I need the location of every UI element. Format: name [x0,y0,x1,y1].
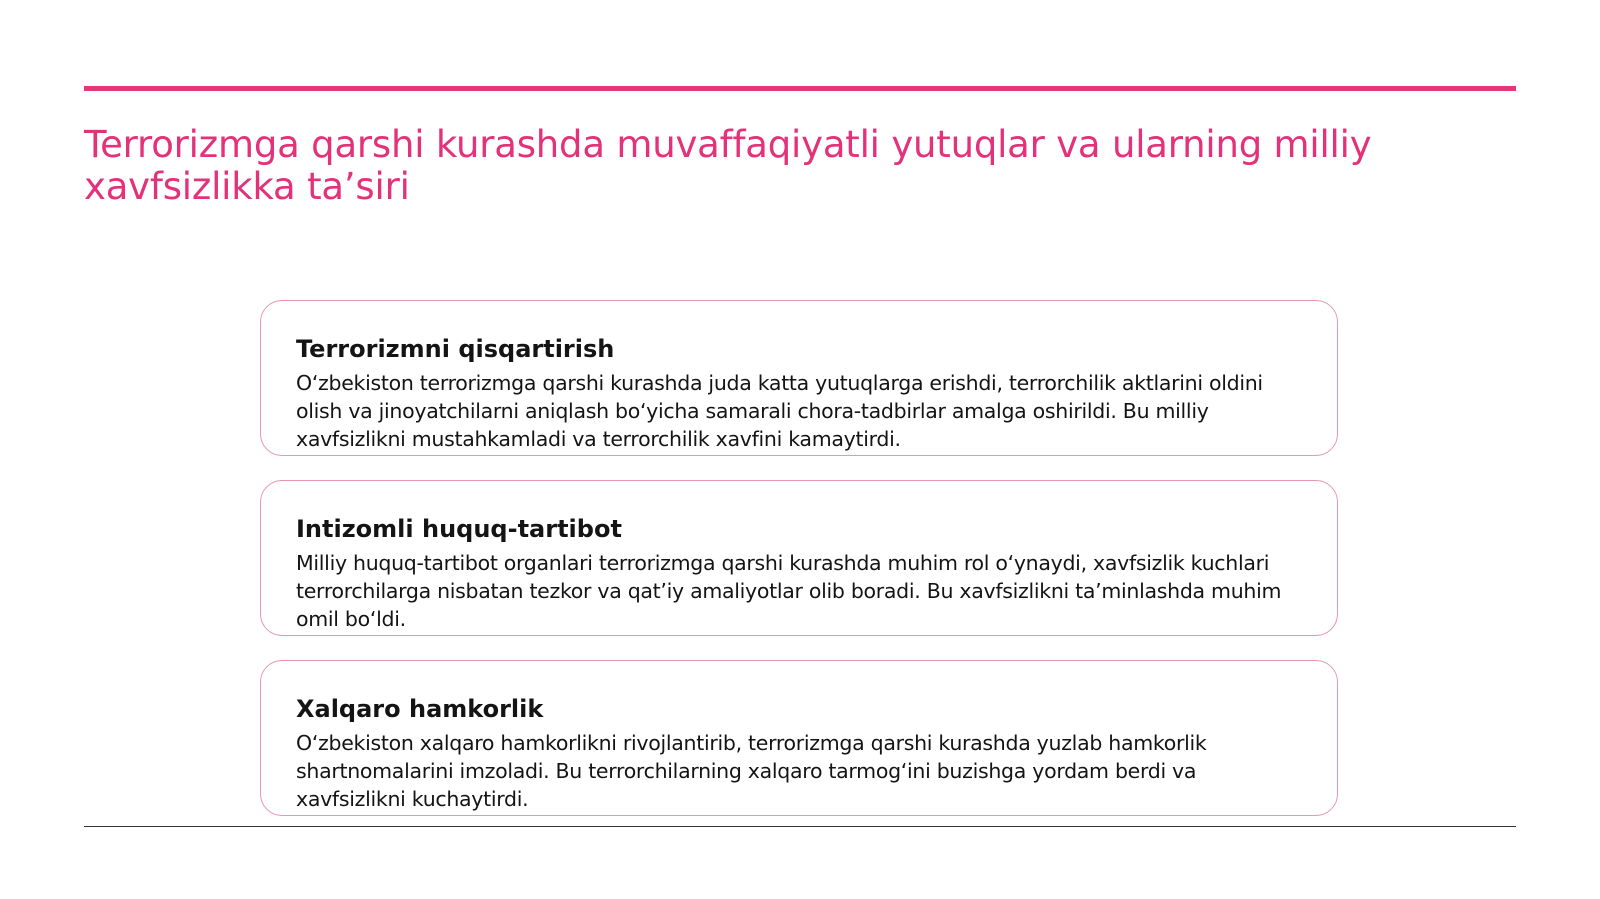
slide-title: Terrorizmga qarshi kurashda muvaffaqiyatli yutuqlar va ularning milliy xavfsizlikka ta’siri [84,123,1372,208]
bottom-rule [84,826,1516,827]
card-terrorism-reduction [260,300,1338,456]
card-heading: Terrorizmni qisqartirish [296,335,615,363]
card-international-cooperation [260,660,1338,816]
card-body: O‘zbekiston xalqaro hamkorlikni rivojlantirib, terrorizmga qarshi kurashda yuzlab hamkorlik shartnomalarini imzoladi. Bu terrorchilarning xalqaro tarmog‘ini buzishga yordam berdi va xavfsizlikni kuchaytirdi. [296,731,1207,811]
top-accent-rule [84,86,1516,91]
card-heading: Xalqaro hamkorlik [296,695,544,723]
card-body: Milliy huquq-tartibot organlari terrorizmga qarshi kurashda muhim rol o‘ynaydi, xavfsizlik kuchlari terrorchilarga nisbatan tezkor va qat’iy amaliyotlar olib boradi. Bu xavfsizlikni ta’minlashda muhim omil bo‘ldi. [296,551,1282,631]
card-body: O‘zbekiston terrorizmga qarshi kurashda juda katta yutuqlarga erishdi, terrorchilik aktlarini oldini olish va jinoyatchilarni aniqlash bo‘yicha samarali chora-tadbirlar amalga oshirildi. Bu milliy xavfsizlikni mustahkamladi va terrorchilik xavfini kamaytirdi. [296,371,1263,451]
card-law-enforcement [260,480,1338,636]
card-heading: Intizomli huquq-tartibot [296,515,622,543]
